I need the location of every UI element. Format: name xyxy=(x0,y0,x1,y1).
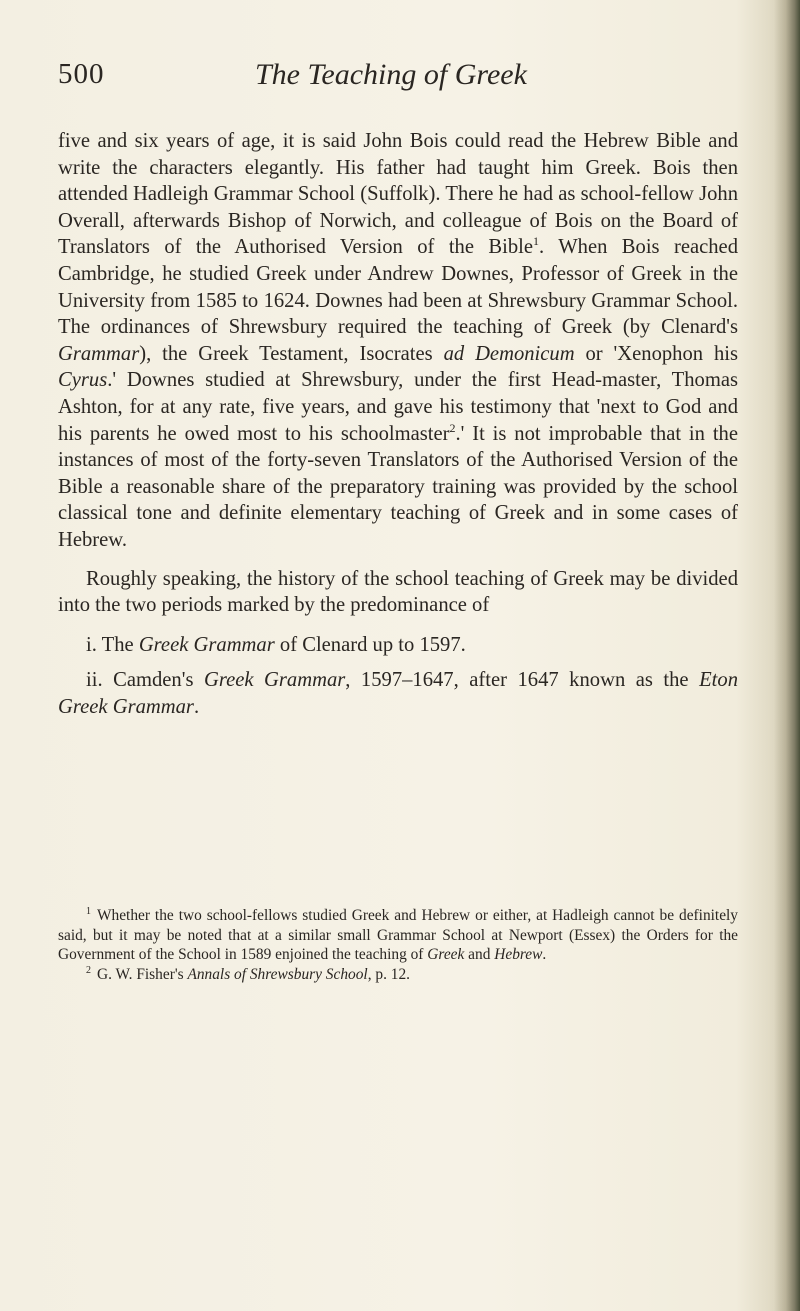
footnote-mark-1: 1 xyxy=(86,905,91,917)
body-text xyxy=(58,128,738,720)
footnotes xyxy=(58,906,738,984)
footnote-2: $^2$ G. W. Fisher's Annals of Shrewsbury School, p. 12. xyxy=(86,964,411,983)
footnote-ref-2: 2 xyxy=(449,420,456,435)
paragraph-2: Roughly speaking, the history of the school teaching of Greek may be divided into the two periods marked by the predominance of xyxy=(58,567,738,617)
footnote-1: $^1$ Whether the two school-fellows studied Greek and Hebrew or either, at Hadleigh cannot be definitely said, but it may be noted that at a similar small Grammar School at Newport (Essex) the Orders for the Government of the School in 1589 enjoined the teaching of Greek and Hebrew. xyxy=(58,905,738,964)
binding-shadow xyxy=(774,0,800,1311)
list-item-2: ii. Camden's Greek Grammar, 1597–1647, after 1647 known as the Eton Greek Grammar. xyxy=(58,669,738,718)
list-item-1: i. The Greek Grammar of Clenard up to 1597. xyxy=(86,633,466,656)
footnote-ref-1: 1 xyxy=(533,234,540,249)
running-title: The Teaching of Greek xyxy=(255,58,527,91)
paragraph-1: five and six years of age, it is said John Bois could read the Hebrew Bible and write the characters elegantly. His father had taught him Greek. Bois then attended Hadleigh Grammar School (Suffolk). There he had as school-fellow John Overall, afterwards Bishop of Norwich, and colleague of Bois on the Board of Translators of the Authorised Version of the Bible$^1$. When Bois reached Cambridge, he studied Greek under Andrew Downes, Professor of Greek in the University from 1585 to 1624. Downes had been at Shrewsbury Grammar School. The ordinances of Shrewsbury required the teaching of Greek (by Clenard's Grammar), the Greek Testament, Isocrates ad Demonicum or 'Xenophon his Cyrus.' Downes studied at Shrewsbury, under the first Head-master, Thomas Ashton, for at any rate, five years, and gave his testimony that 'next to God and his parents he owed most to his schoolmaster$^2$.' It is not improbable that in the instances of most of the forty-seven Translators of the Authorised Version of the Bible a reasonable share of the preparatory training was provided by the school classical tone and definite elementary teaching of Greek and in some cases of Hebrew. xyxy=(58,130,738,551)
page-number: 500 xyxy=(58,58,105,90)
footnote-mark-2: 2 xyxy=(86,964,91,976)
running-head xyxy=(58,58,738,98)
